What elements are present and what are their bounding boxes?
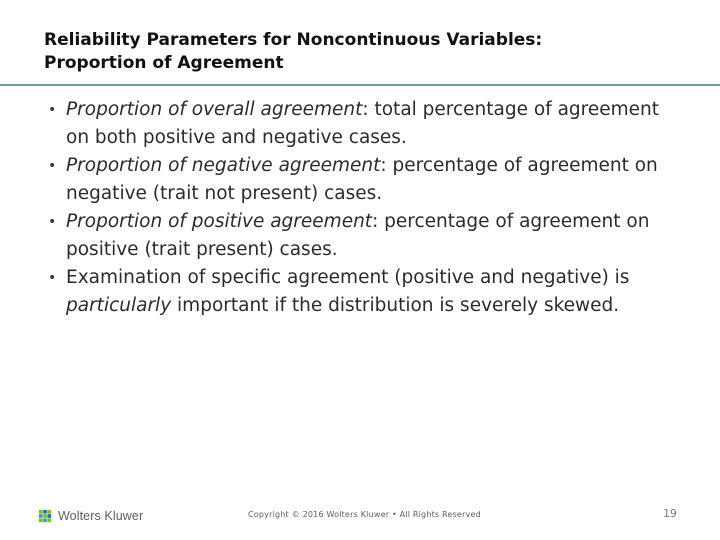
bullet-text: : total percentage of agreement on both positive and negative cases.	[66, 99, 660, 148]
bullet-text-suffix: important if the distribution is severely skewed.	[171, 295, 620, 316]
title-line-1: Reliability Parameters for Noncontinuous Variables:	[44, 30, 543, 50]
wolters-kluwer-logo-icon	[36, 507, 54, 525]
page-number: 19	[663, 507, 677, 520]
bullet-emphasis: particularly	[66, 295, 172, 316]
bullet-item-overall-agreement	[44, 96, 684, 152]
bullet-marker: •	[48, 158, 57, 174]
bullet-term: Proportion of positive agreement	[66, 211, 373, 232]
bullet-term: Proportion of negative agreement	[66, 155, 381, 176]
bullet-marker: •	[48, 214, 57, 230]
bullet-marker: •	[48, 102, 57, 118]
footer-logo	[36, 506, 143, 526]
logo-wordmark: Wolters Kluwer	[58, 509, 144, 523]
bullet-item-specific-agreement	[44, 264, 684, 320]
bullet-text: : percentage of agreement on negative (trait not present) cases.	[66, 155, 658, 204]
bullet-term: Proportion of overall agreement	[66, 99, 363, 120]
copyright-notice: Copyright © 2016 Wolters Kluwer • All Rights Reserved	[248, 510, 481, 519]
slide-title	[44, 29, 684, 75]
bullet-item-negative-agreement	[44, 152, 684, 208]
bullet-text: : percentage of agreement on positive (trait present) cases.	[66, 211, 650, 260]
bullet-text-prefix: Examination of specific agreement (positive and negative) is	[66, 267, 630, 288]
title-divider	[0, 84, 720, 86]
bullet-list	[44, 96, 684, 320]
bullet-marker: •	[48, 270, 57, 286]
bullet-item-positive-agreement	[44, 208, 684, 264]
title-line-2: Proportion of Agreement	[44, 53, 284, 73]
